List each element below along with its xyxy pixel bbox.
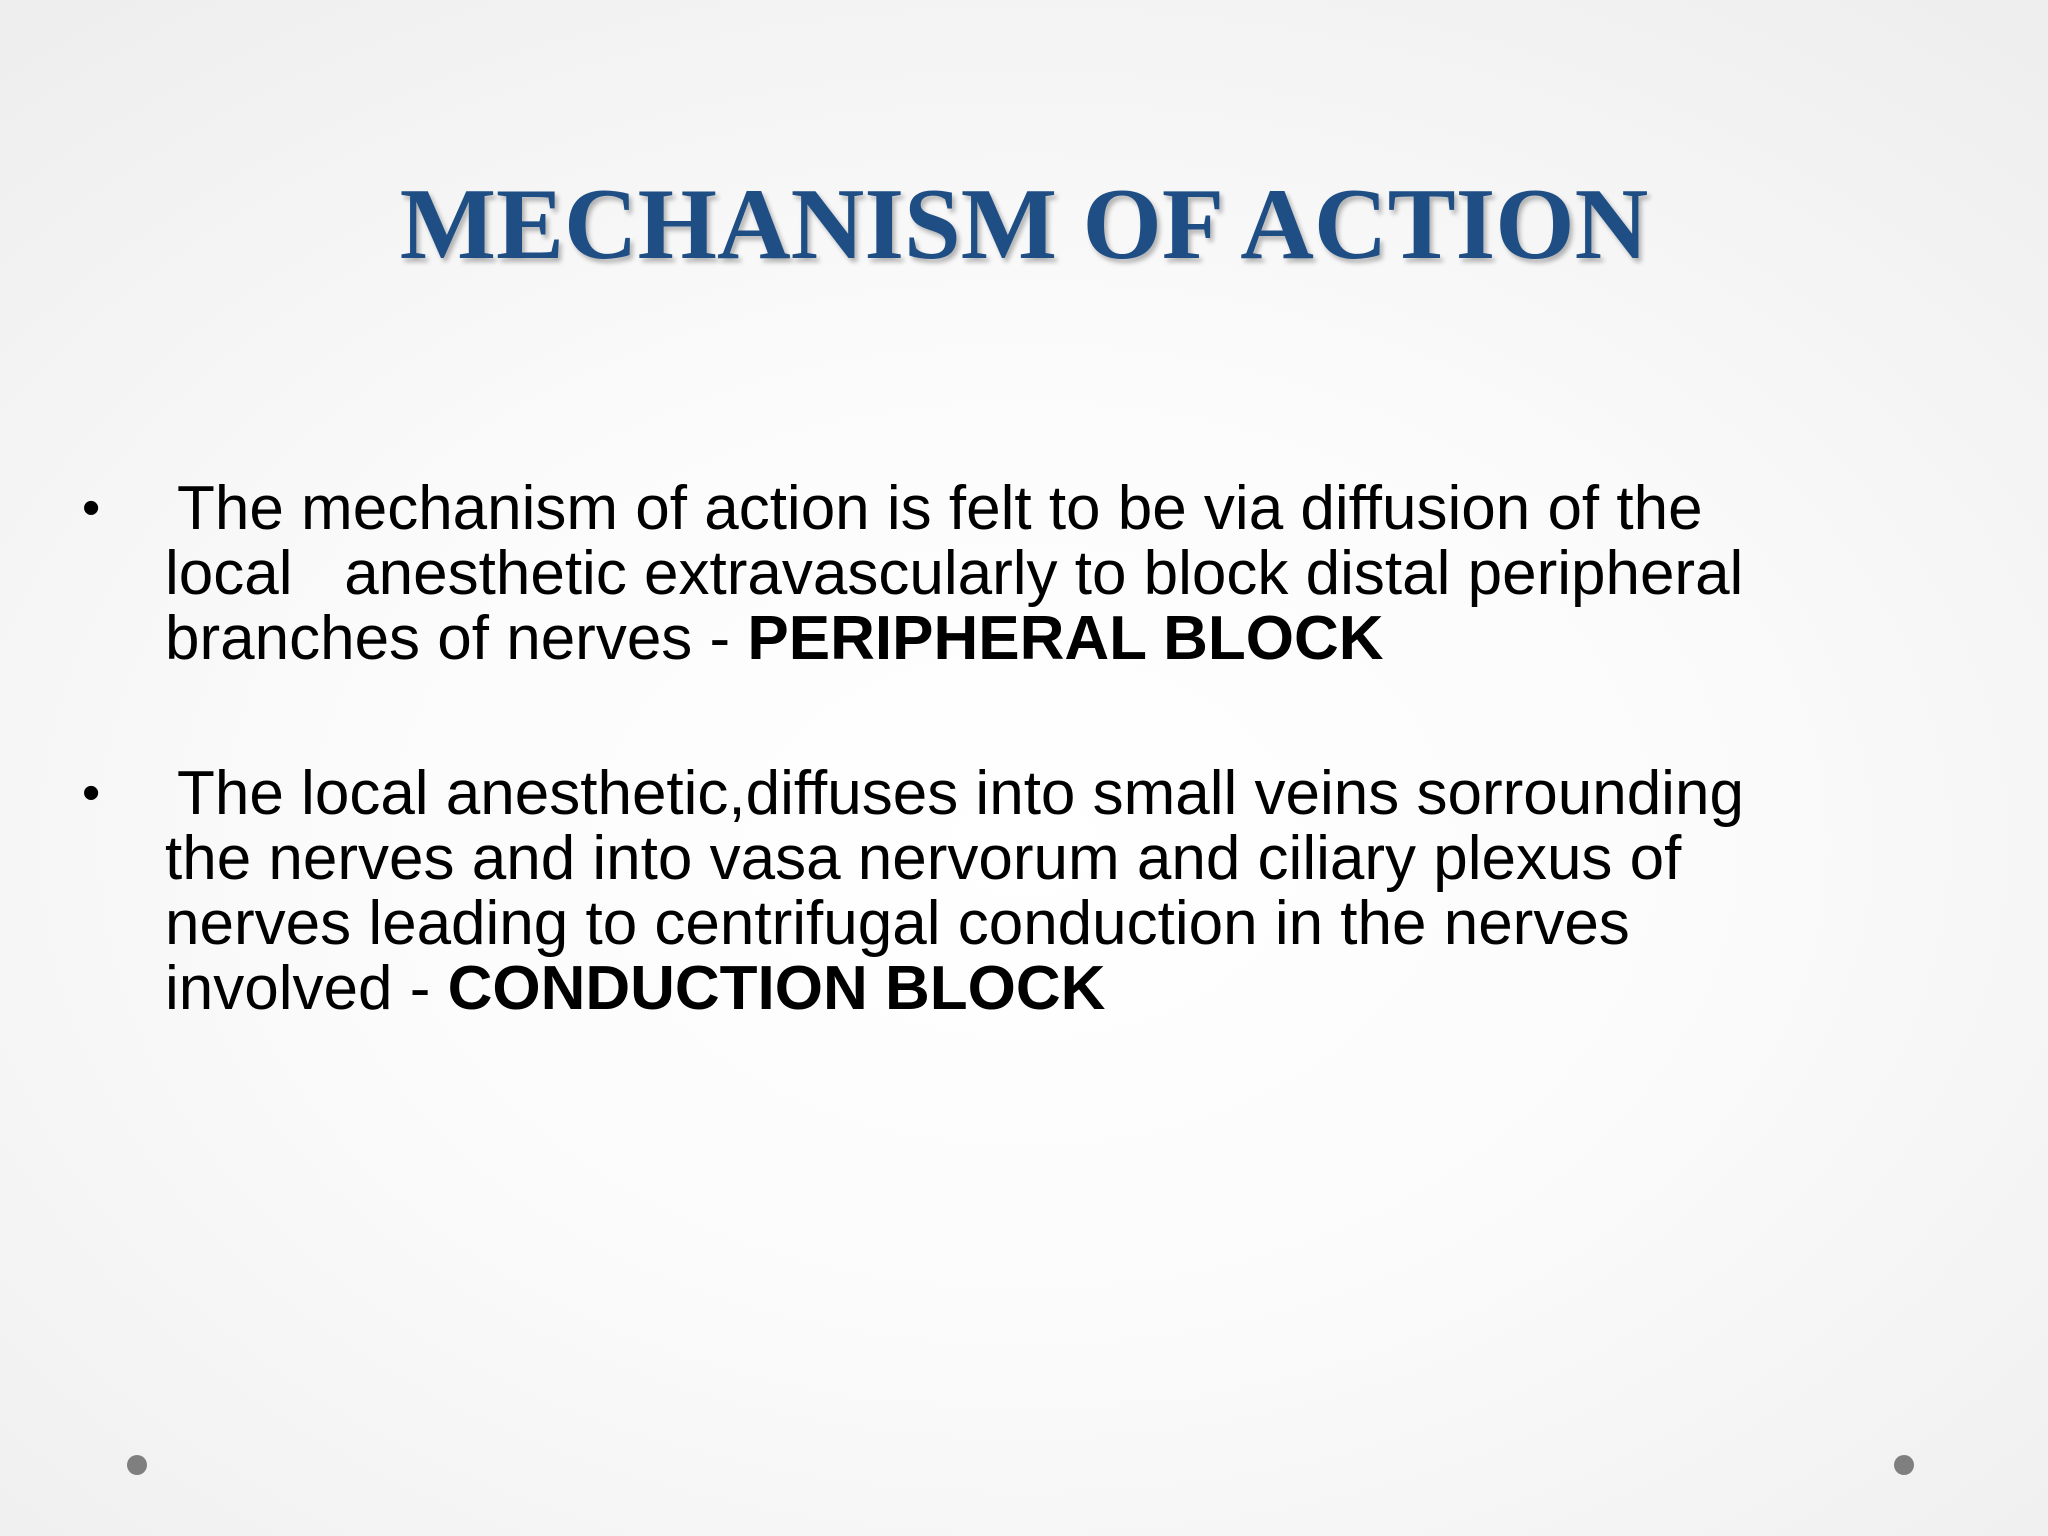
bullet-text-line [165,606,1925,671]
bullet-text-line: The local anesthetic,diffuses into small veins sorrounding [177,759,1744,828]
bullet-item-peripheral-block [82,474,1925,673]
bullet-text-line: nerves leading to centrifugal conduction in the nerves [165,889,1630,958]
bullet-emphasis: CONDUCTION BLOCK [447,954,1106,1023]
bullet-text-line: The mechanism of action is felt to be via diffusion of the [177,474,1703,543]
slide-title: MECHANISM OF ACTION [399,168,1649,281]
bullet-emphasis: PERIPHERAL BLOCK [747,604,1384,673]
bullet-text-segment: branches of nerves - [165,604,748,673]
bullet-text-line [165,956,1925,1021]
bullet-item-conduction-block [82,759,1925,1023]
bullet-text-segment: involved - [165,954,448,1023]
nav-dot-left-icon [127,1455,147,1475]
nav-dot-right-icon [1894,1455,1914,1475]
bullet-symbol: • [82,764,101,822]
bullet-symbol: • [82,479,101,537]
bullet-text-line: local anesthetic extravascularly to block distal peripheral [165,539,1744,608]
bullet-text-line: the nerves and into vasa nervorum and ciliary plexus of [165,824,1682,893]
